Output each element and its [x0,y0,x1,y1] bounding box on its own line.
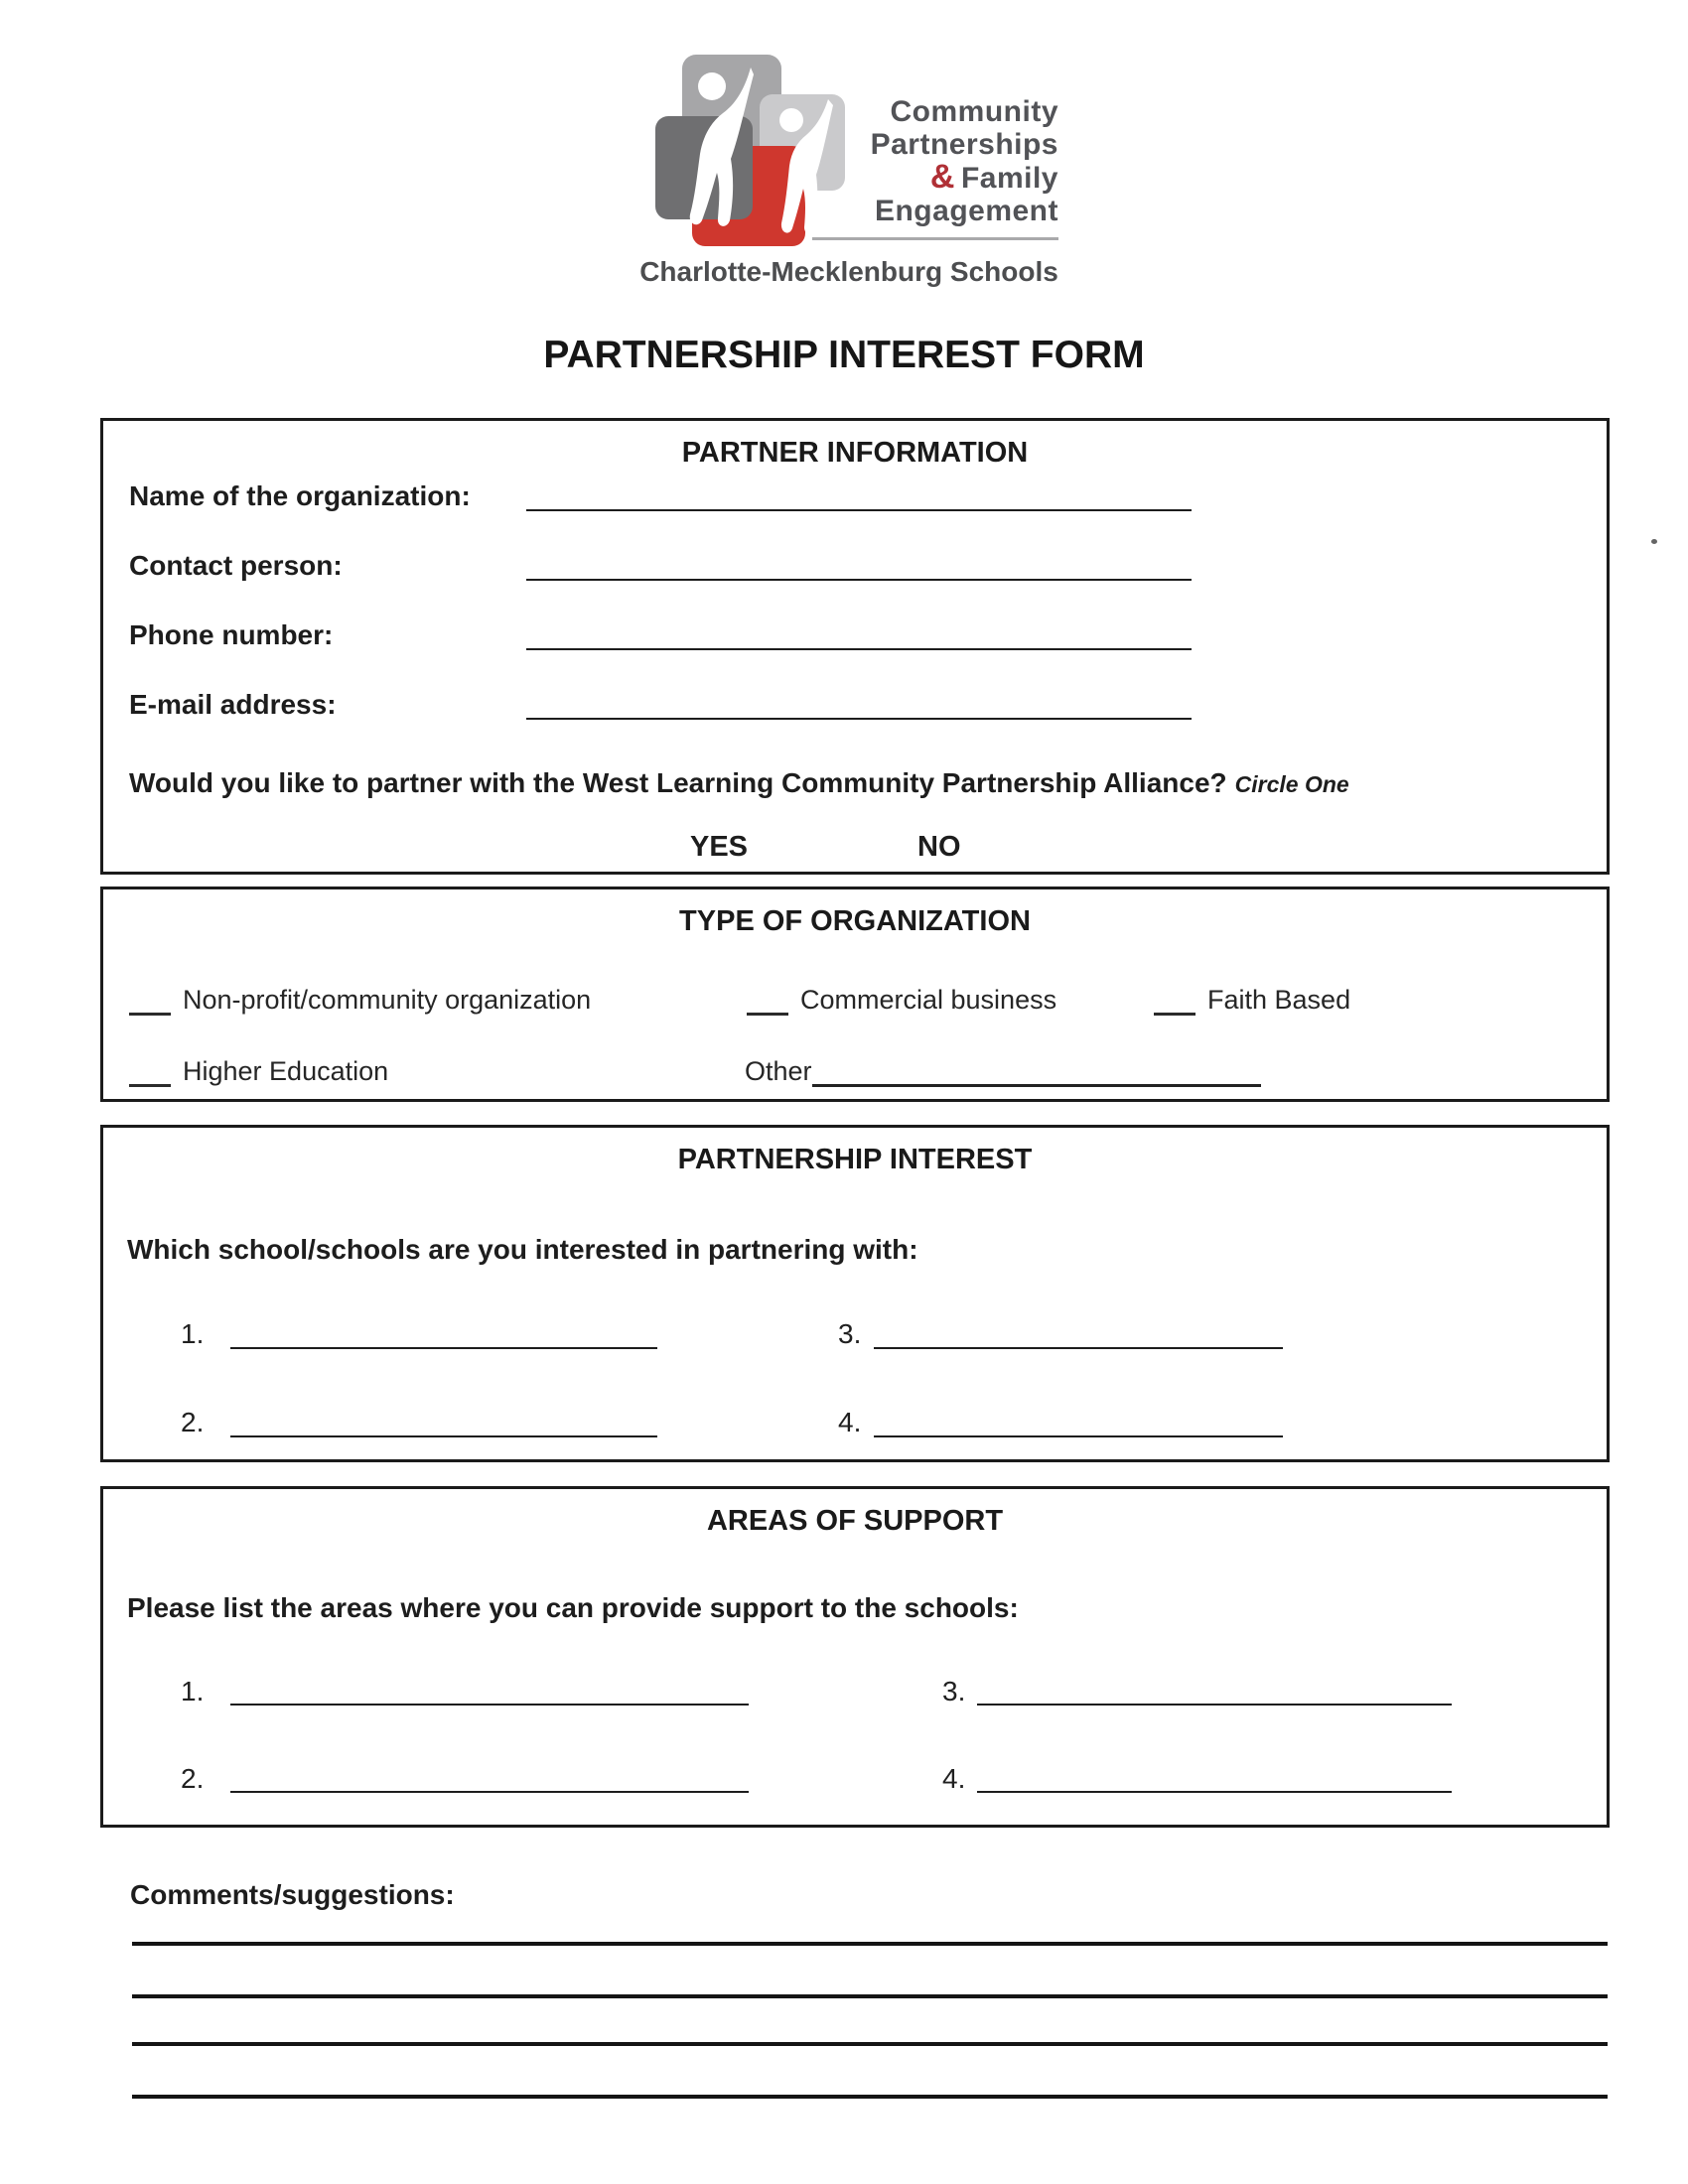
areas-of-support-header: AREAS OF SUPPORT [706,1505,1004,1537]
phone-number-field[interactable] [526,648,1192,650]
nonprofit-blank[interactable] [129,1013,171,1016]
yes-option[interactable]: YES [690,831,749,863]
organization-name-field[interactable] [526,509,1192,511]
school-item-1-number: 1. [181,1318,205,1349]
organization-name-label: Name of the organization: [129,480,471,511]
comments-line-4[interactable] [132,2095,1608,2099]
comments-line-3[interactable] [132,2042,1608,2046]
other-field[interactable] [812,1084,1261,1087]
phone-number-label: Phone number: [129,619,334,650]
partnership-interest-section [100,1125,1610,1462]
option-nonprofit: Non-profit/community organization [129,985,591,1016]
commercial-business-blank[interactable] [747,1013,788,1016]
contact-person-label: Contact person: [129,550,343,581]
logo-line-engagement: Engagement [874,195,1058,227]
type-of-organization-header: TYPE OF ORGANIZATION [679,905,1031,937]
support-field-3[interactable] [977,1704,1452,1706]
comments-line-2[interactable] [132,1994,1608,1998]
email-address-label: E-mail address: [129,689,337,720]
logo-subtitle: Charlotte-Mecklenburg Schools [639,256,1058,287]
support-field-2[interactable] [230,1791,749,1793]
no-option[interactable]: NO [917,831,961,863]
support-item-1-number: 1. [181,1676,205,1706]
school-field-3[interactable] [874,1347,1283,1349]
school-item-3-number: 3. [838,1318,862,1349]
logo-ampersand: & [929,158,955,196]
type-of-organization-section [100,887,1610,1102]
support-prompt: Please list the areas where you can provide support to the schools: [127,1592,1019,1623]
other-label: Other [745,1056,812,1086]
scan-artifact-dot [1651,539,1657,544]
support-item-2-number: 2. [181,1763,205,1794]
school-field-2[interactable] [230,1435,657,1437]
circle-one-note: Circle One [1234,771,1349,797]
support-field-1[interactable] [230,1704,749,1706]
option-higher-education: Higher Education [129,1056,388,1087]
option-other [745,1056,1261,1087]
comments-label: Comments/suggestions: [130,1879,455,1910]
partner-information-header: PARTNER INFORMATION [681,437,1029,469]
school-field-1[interactable] [230,1347,657,1349]
logo-line-partnerships: Partnerships [870,128,1058,161]
school-item-4-number: 4. [838,1407,862,1437]
schools-prompt: Which school/schools are you interested in partnering with: [127,1234,918,1265]
option-faith-based: Faith Based [1154,985,1350,1016]
logo-wordmark [812,95,1058,240]
comments-line-1[interactable] [132,1942,1608,1946]
higher-education-blank[interactable] [129,1084,171,1087]
page-title: PARTNERSHIP INTEREST FORM [543,334,1145,376]
school-field-4[interactable] [874,1435,1283,1437]
alliance-question: Would you like to partner with the West Learning Community Partnership Alliance? Circle One [129,767,1349,798]
logo-line-community: Community [890,95,1058,128]
school-item-2-number: 2. [181,1407,205,1437]
contact-person-field[interactable] [526,579,1192,581]
faith-based-blank[interactable] [1154,1013,1196,1016]
areas-of-support-section [100,1486,1610,1828]
support-item-4-number: 4. [942,1763,966,1794]
support-field-4[interactable] [977,1791,1452,1793]
email-address-field[interactable] [526,718,1192,720]
partner-information-section [100,418,1610,875]
option-commercial-business: Commercial business [747,985,1056,1016]
logo-line-family: & Family [929,158,1058,196]
support-item-3-number: 3. [942,1676,966,1706]
partnership-interest-header: PARTNERSHIP INTEREST [677,1144,1033,1175]
